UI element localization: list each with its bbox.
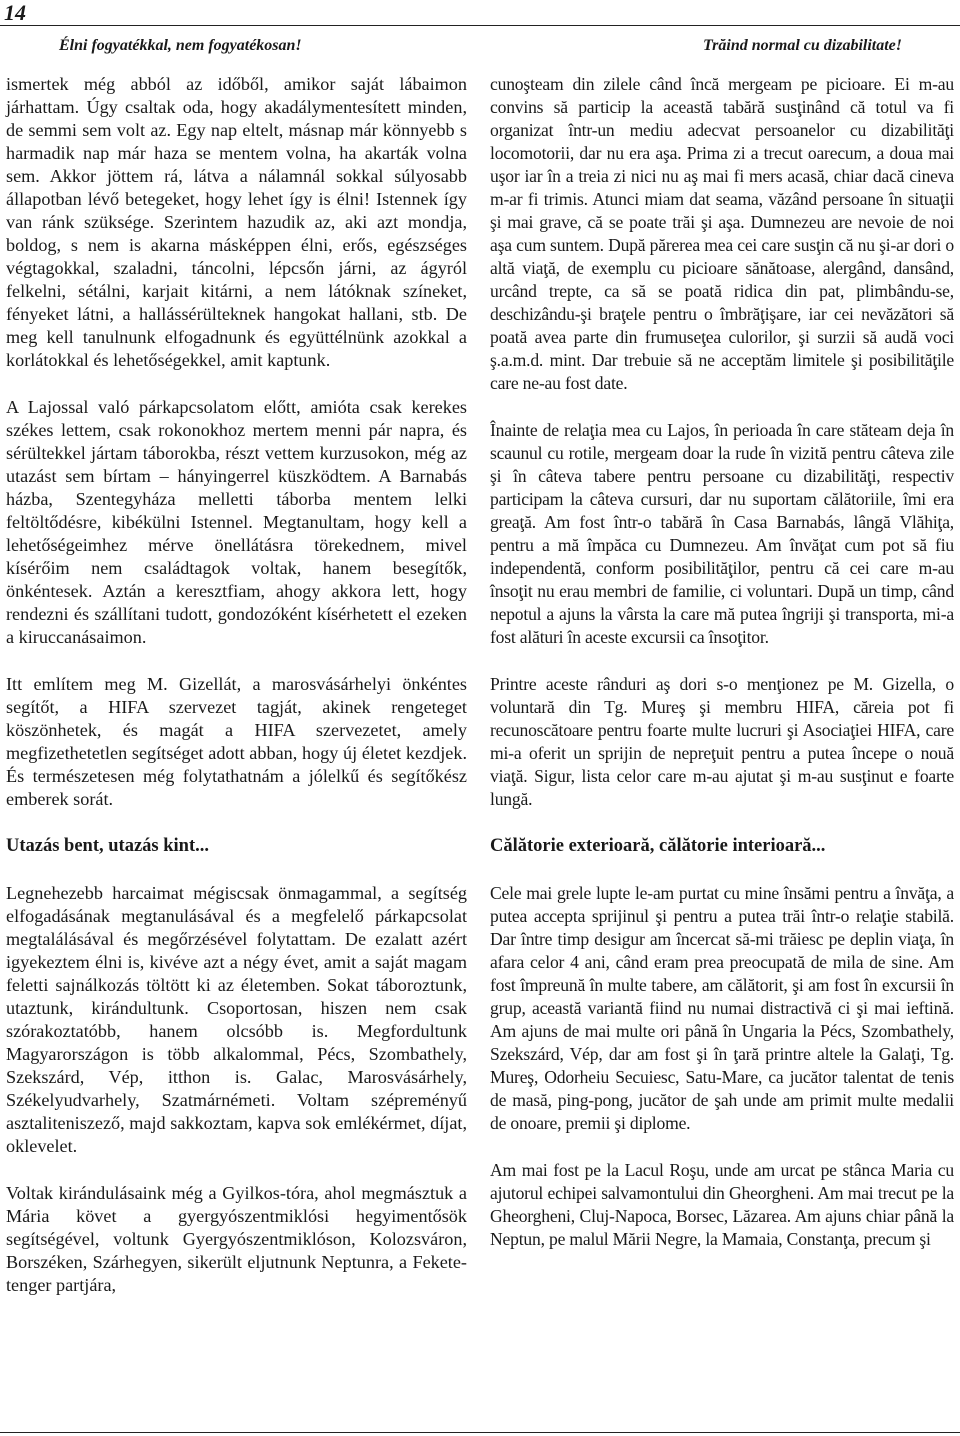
hungarian-column [6,73,467,1321]
hungarian-paragraph-5: Voltak kirándulásaink még a Gyilkos-tóra, ahol megmásztuk a Mária követ a gyergyószentmiklósi hegyimentősök segítségével, voltunk Gyergyószentmiklóson, Kolozsváron, Borszéken, Szárhegyen, sikerült eljutnunk Neptunra, a Fekete-tenger partjára, [6,1183,467,1295]
hungarian-paragraph-3: Itt említem meg M. Gizellát, a marosvásárhelyi önkéntes segítőt, a HIFA szervezet tagját, akinek rengeteget köszönhetek, és magát a HIFA szervezetet, amely megfizethetetlen segítséget adott abban, hogy új életet kezdjek. És természetesen még folytathatnám a jólelkű és segítőkész emberek sorát. [6,674,467,809]
romanian-paragraph-5: Am mai fost pe la Lacul Roşu, unde am urcat pe stânca Maria cu ajutorul echipei salvamontului din Gheorgheni. Am mai trecut pe la Gheorgheni, Cluj-Napoca, Borsec, Lăzarea. Am ajuns chiar până la Neptun, pe malul Mării Negre, la Mamaia, Constanţa, precum şi [490,1160,954,1249]
romanian-column [490,73,954,1275]
romanian-paragraph-3: Printre aceste rânduri aş dori s-o menţionez pe M. Gizella, o voluntară din Tg. Mureş şi membru HIFA, căreia pot fi recunoscătoare pentru foarte multe lucruri şi Asociaţiei HIFA, care mi-a oferit un sprijin de nepreţuit pentru a putea începe o nouă viaţă. Sigur, lista celor care m-au ajutat şi m-au susţinut e foarte lungă. [490,674,954,809]
hungarian-paragraph-4: Legnehezebb harcaimat mégiscsak önmagammal, a segítség elfogadásának megtanulásával és a megfelelő párkapcsolat megtalálásával és megőrzésével folytattam. De ezalatt azért igyekeztem élni is, kivéve azt a négy évet, amit a saját magam feletti sajnálkozás töltött ki az életemben. Sokat táboroztunk, utaztunk, kirándultunk. Csoportosan, hiszen nem csak szórakoztatóbb, hanem olcsóbb is. Megfordultunk Magyarországon is több alkalommal, Pécs, Szombathely, Szekszárd, Vép, itthon is. Galac, Marosvásárhely, Székelyudvarhely, Szatmárnémeti. Voltam szépreményű asztaliteniszező, majd sakkoztam, kapva sok emlékérmet, díjat, oklevelet. [6,883,467,1156]
hungarian-section-heading: Utazás bent, utazás kint... [6,836,209,856]
bottom-rule [0,1432,960,1433]
romanian-paragraph-1: cunoşteam din zilele când încă mergeam pe picioare. Ei m-au convins să particip la această tabără susţinând că totul va fi organizat într-un mediu adecvat persoanelor cu dizabilităţi locomotorii, dar nu era aşa. Prima zi a trecut oarecum, a doua mai uşor iar în a treia zi nici nu aş mai fi mers acasă, chiar dacă cineva m-ar fi trimis. Atunci miam dat seama, văzând persoane în situaţii şi mai grave, că se poate trăi şi aşa. Dumnezeu are nevoie de noi aşa cum suntem. După părerea mea cei care susţin că nu şi-ar dori o altă viaţă, de exemplu cu picioare sănătoase, alergând, dansând, urcând trepte, ca să se poată ridica din pat, plimbându-se, deschizându-şi braţele pentru o îmbrăţişare, iar cei nevăzători să poată avea parte din frumuseţea culorilor, şi surzii să audă voci ş.a.m.d. mint. Dar trebuie să ne acceptăm limitele şi posibilităţile care ne-au fost date. [490,74,954,393]
top-rule [0,25,960,26]
romanian-paragraph-4: Cele mai grele lupte le-am purtat cu mine însămi pentru a învăţa, a putea accepta sprijinul şi pentru a putea trăi într-o relaţie stabilă. Dar între timp desigur am încercat să-mi trăiesc pe deplin viaţa, în afara celor 4 ani, când eram prea preocupată de mila de sine. Am fost împreună în multe tabere, am călătorit, şi am fost în excursii în grup, această variantă fiind nu numai distractivă ci şi mai ieftină. Am ajuns de mai multe ori până în Ungaria la Pécs, Szombathely, Szekszárd, Vép, dar am fost şi în ţară printre altele la Galaţi, Tg. Mureş, Odorheiu Secuiesc, Satu-Mare, ca jucător talentat de tenis de masă, ping-pong, jucător de şah unde am primit multe medalii de onoare, premii şi diplome. [490,883,954,1133]
romanian-paragraph-2: Înainte de relaţia mea cu Lajos, în perioada în care stăteam deja în scaunul cu rotile, mergeam doar la rude în vizită pentru câteva zile şi în câteva tabere pentru persoane cu dizabilităţi, respectiv participam la câteva cursuri, dar nu suportam călătoriile, îmi era greaţă. Am fost într-o tabără în Casa Barnabás, lângă Vlăhiţa, pentru a mă împăca cu Dumnezeu. Am învăţat cum pot să fiu independentă, conform posibilităţilor, pentru că cei care m-au însoţit nu erau membri de familie, ci voluntari. După un timp, când nepotul a ajuns la vârsta la care mă putea îngriji şi transporta, mi-a fost alături în aceste excursii ca însoţitor. [490,420,954,647]
running-header-romanian: Trăind normal cu dizabilitate! [703,37,902,54]
hungarian-paragraph-1: ismertek még abból az időből, amikor saját lábaimon járhattam. Úgy csaltak oda, hogy akadálymentesített minden, de semmi sem volt az. Egy nap eltelt, másnap már könnyebb s harmadik nap már haza se mentem volna, ha akarták volna sem. Akkor jöttem rá, látva a nálamnál sokkal súlyosabb állapotban lévő betegeket, hogy lehet így is élni! Istennek így van ránk szüksége. Szerintem hazudik az, aki azt mondja, boldog, s nem is akarna másképpen élni, erős, egészséges végtagokkal, szaladni, táncolni, lépcsőn járni, az ágyról felkelni, sétálni, karjait kitárni, a nem látóknak színeket, fényeket látni, a hallássérülteknek hangokat hallani, stb. De meg kell tanulnunk elfogadnunk és együttélnünk azokkal a korlátokkal és lehetőségekkel, amit kaptunk. [6,74,467,370]
romanian-section-heading: Călătorie exterioară, călătorie interioară... [490,836,826,856]
page-number: 14 [4,0,26,25]
hungarian-paragraph-2: A Lajossal való párkapcsolatom előtt, amióta csak kerekes székes lettem, csak rokonokhoz mertem menni pár napra, és sérültekkel jártam táborokba, részt vettem kurzusokon, még az utazást sem bírtam – hányingerrel küszködtem. A Barnabás házba, Szentegyháza melletti táborba mentem lelki feltöltődésre, kibékülni Istennel. Megtanultam, hogy kell a lehetőségeimhez mérve önellátásra törekednem, mivel kísérőim nem családtagok voltak, hanem besegítők, önkéntesek. Aztán a keresztfiam, ahogy akkora lett, hogy rendezni és szállítani tudott, gondozóként kísérhetett el ezeken a kiruccanásaimon. [6,397,467,647]
running-header-hungarian: Élni fogyatékkal, nem fogyatékosan! [59,37,302,54]
